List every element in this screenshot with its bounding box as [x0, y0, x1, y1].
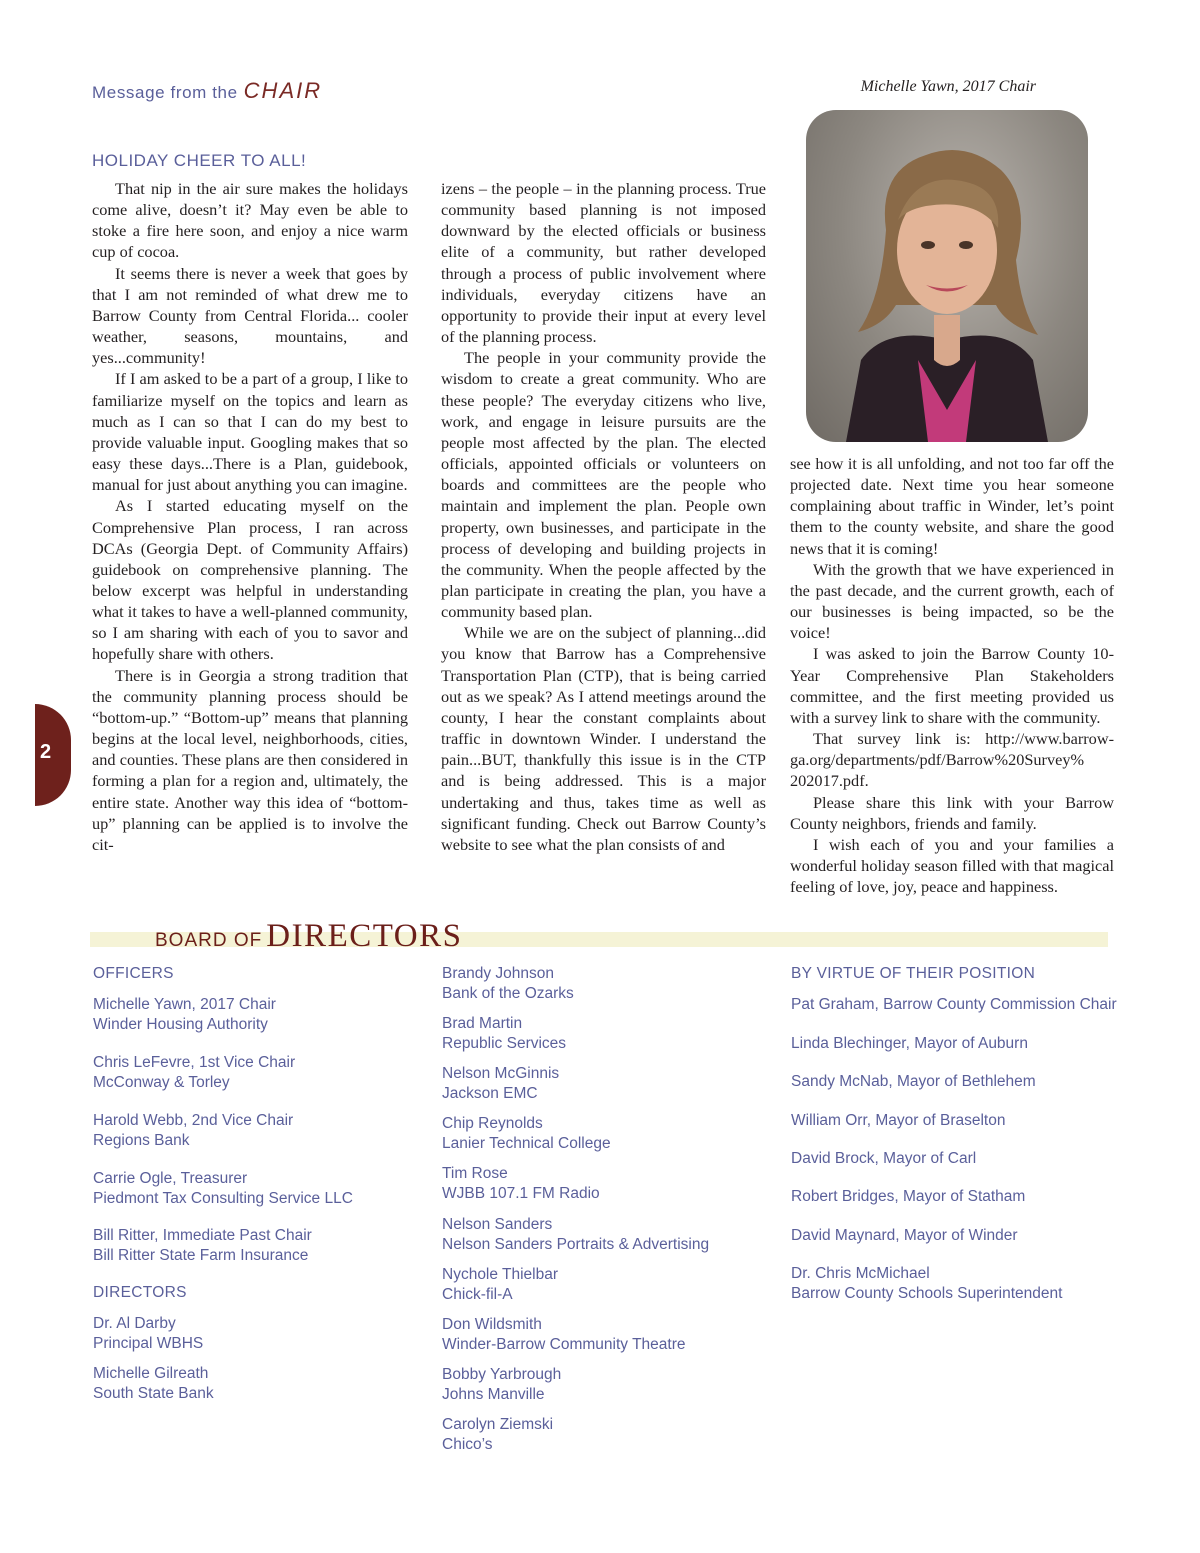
paragraph: I was asked to join the Barrow County 10-Year Comprehensive Plan Stakeholders committee, and the first meeting provided us with a survey link to share with the community. [790, 644, 1114, 727]
article-column-1 [92, 178, 408, 855]
member-name: Bobby Yarbrough [442, 1366, 562, 1383]
board-member-entry [791, 1072, 1036, 1092]
member-name: Carrie Ogle, Treasurer [93, 1170, 248, 1187]
article-heading: HOLIDAY CHEER TO ALL! [92, 151, 307, 170]
member-name: Nychole Thielbar [442, 1266, 559, 1283]
section-prefix: Message from the [92, 83, 238, 102]
member-organization: Chick-fil-A [442, 1285, 513, 1303]
member-organization: Principal WBHS [93, 1334, 204, 1352]
member-organization: Winder Housing Authority [93, 1015, 268, 1033]
member-organization: Nelson Sanders Portraits & Advertising [442, 1235, 710, 1253]
member-name: William Orr, Mayor of Braselton [791, 1112, 1006, 1129]
member-organization: Bill Ritter State Farm Insurance [93, 1246, 309, 1264]
member-organization: Chico’s [442, 1435, 493, 1453]
board-member-entry [791, 1034, 1028, 1054]
paragraph: With the growth that we have experienced in the past decade, and the current growth, each of our businesses is being impacted, so be the voice! [790, 559, 1114, 643]
member-name: David Maynard, Mayor of Winder [791, 1227, 1018, 1244]
member-organization: Jackson EMC [442, 1084, 538, 1102]
board-member-entry [93, 1111, 293, 1150]
section-header [92, 78, 322, 104]
board-member-entry [93, 1053, 295, 1092]
member-name: Pat Graham, Barrow County Commission Chair [791, 996, 1117, 1013]
board-title [155, 918, 463, 955]
article-column-3 [790, 453, 1114, 897]
member-name: Sandy McNab, Mayor of Bethlehem [791, 1073, 1036, 1090]
member-name: Michelle Gilreath [93, 1365, 209, 1382]
board-member-entry [442, 1064, 559, 1103]
board-member-entry [791, 1149, 976, 1169]
member-name: Chip Reynolds [442, 1115, 543, 1132]
section-heading: BY VIRTUE OF THEIR POSITION [791, 965, 1036, 982]
paragraph: The people in your community provide the wisdom to create a great community. Who are these people? The everyday citizens who live, work, and engage in leisure pursuits are the people most affected by the plan. The elected officials, appointed officials or volunteers on boards and committees are the people who maintain and implement the plan. People own property, own businesses, and participate in the process of developing and building projects in the community. When the people affected by the plan participate in creating the plan, you have a community based plan. [441, 348, 766, 622]
paragraph: That survey link is: http://www.barrow-ga.org/departments/pdf/Barrow%20Survey% 202017.pdf. [790, 729, 1114, 791]
member-name: Robert Bridges, Mayor of Statham [791, 1188, 1026, 1205]
board-member-entry [442, 1215, 709, 1254]
board-member-entry [791, 1111, 1005, 1131]
member-name: Dr. Chris McMichael [791, 1265, 930, 1282]
member-organization: Regions Bank [93, 1131, 190, 1149]
paragraph-continued: see how it is all unfolding, and not too far off the projected date. Next time you hear someone complaining about traffic in Winder, let’s point them to the county website, and share the good news that it is coming! [790, 454, 1114, 558]
member-name: Brandy Johnson [442, 965, 555, 982]
board-member-entry [93, 995, 276, 1034]
member-organization: Lanier Technical College [442, 1134, 611, 1152]
board-member-entry [791, 1187, 1025, 1207]
board-member-entry [442, 964, 574, 1003]
chair-portrait-photo [806, 110, 1088, 442]
member-organization: Piedmont Tax Consulting Service LLC [93, 1189, 353, 1207]
member-organization: McConway & Torley [93, 1073, 230, 1091]
paragraph: While we are on the subject of planning...did you know that Barrow has a Comprehensive Transportation Plan (CTP), that is being carried out as we speak? As I attend meetings around the county, I hear the constant complaints about traffic in downtown Winder. I understand the pain...BUT, thankfully this issue is in the CTP and is being addressed. This is a major undertaking and thus, takes time as well as significant funding. Check out Barrow County’s website to see what the plan consists of and [441, 623, 766, 854]
member-name: Nelson McGinnis [442, 1065, 560, 1082]
board-member-entry [442, 1365, 561, 1404]
board-member-entry [93, 1226, 312, 1265]
article-column-2 [441, 178, 766, 855]
board-member-entry [93, 1314, 203, 1353]
board-member-entry [442, 1164, 600, 1203]
paragraph: That nip in the air sure makes the holidays come alive, doesn’t it? May even be able to stoke a fire here soon, and enjoy a nice warm cup of cocoa. [92, 179, 408, 262]
portrait-illustration [806, 110, 1088, 442]
board-member-entry [442, 1265, 558, 1304]
member-organization: South State Bank [93, 1384, 214, 1402]
board-title-small: BOARD OF [155, 930, 263, 951]
member-name: Michelle Yawn, 2017 Chair [93, 996, 276, 1013]
member-name: Tim Rose [442, 1165, 508, 1182]
member-name: Carolyn Ziemski [442, 1416, 554, 1433]
member-name: Linda Blechinger, Mayor of Auburn [791, 1035, 1028, 1052]
member-name: Don Wildsmith [442, 1316, 542, 1333]
page-number: 2 [40, 741, 52, 763]
board-member-entry [791, 1264, 1062, 1303]
paragraph: As I started educating myself on the Comprehensive Plan process, I ran across DCAs (Georgia Dept. of Community Affairs) guidebook on comprehensive planning. The below excerpt was helpful in understanding what it takes to have a well-planned community, so I am sharing with each of you to savor and hopefully share with others. [92, 496, 408, 664]
paragraph: I wish each of you and your families a wonderful holiday season filled with that magical feeling of love, joy, peace and happiness. [790, 834, 1114, 897]
board-member-entry [442, 1415, 553, 1454]
section-word: CHAIR [243, 78, 323, 103]
paragraph: If I am asked to be a part of a group, I like to familiarize myself on the topics and learn as much as I can so that I can do my best to provide valuable input. Googling makes that so easy these days...There is a Plan, guidebook, manual for just about anything you can imagine. [92, 369, 408, 495]
member-name: Bill Ritter, Immediate Past Chair [93, 1227, 312, 1244]
photo-caption: Michelle Yawn, 2017 Chair [860, 78, 1036, 95]
member-organization: Republic Services [442, 1034, 567, 1052]
member-name: David Brock, Mayor of Carl [791, 1150, 977, 1167]
member-organization: WJBB 107.1 FM Radio [442, 1184, 600, 1202]
board-title-big: DIRECTORS [266, 918, 463, 954]
paragraph: It seems there is never a week that goes by that I am not reminded of what drew me to Barrow County from Central Florida... cooler weather, seasons, mountains, and yes...community! [92, 263, 408, 368]
board-member-entry [442, 1114, 611, 1153]
member-name: Chris LeFevre, 1st Vice Chair [93, 1054, 296, 1071]
section-heading: DIRECTORS [93, 1284, 187, 1301]
member-organization: Winder-Barrow Community Theatre [442, 1335, 686, 1353]
board-member-entry [791, 1226, 1018, 1246]
board-member-entry [791, 995, 1117, 1015]
member-organization: Bank of the Ozarks [442, 984, 574, 1002]
section-heading: OFFICERS [93, 965, 174, 982]
member-name: Dr. Al Darby [93, 1315, 176, 1332]
board-member-entry [93, 1364, 214, 1403]
paragraph-continued: izens – the people – in the planning process. True community based planning is not imposed downward by the elected officials or business elite of a community, but rather developed through a process of public involvement where individuals, everyday citizens have an opportunity to provide their input at every level of the planning process. [441, 179, 766, 347]
board-member-entry [442, 1014, 566, 1053]
member-organization: Barrow County Schools Superintendent [791, 1284, 1063, 1302]
member-name: Harold Webb, 2nd Vice Chair [93, 1112, 294, 1129]
member-name: Nelson Sanders [442, 1216, 553, 1233]
board-member-entry [93, 1169, 353, 1208]
member-organization: Johns Manville [442, 1385, 545, 1403]
paragraph: There is in Georgia a strong tradition that the community planning process should be “bottom-up.” “Bottom-up” means that planning begins at the local level, neighborhoods, cities, and counties. These plans are then considered in forming a plan for a region and, ultimately, the entire state. Another way this idea of “bottom-up” planning can be applied is to involve the cit- [92, 665, 408, 854]
member-name: Brad Martin [442, 1015, 523, 1032]
board-member-entry [442, 1315, 685, 1354]
paragraph: Please share this link with your Barrow County neighbors, friends and family. [790, 792, 1114, 833]
